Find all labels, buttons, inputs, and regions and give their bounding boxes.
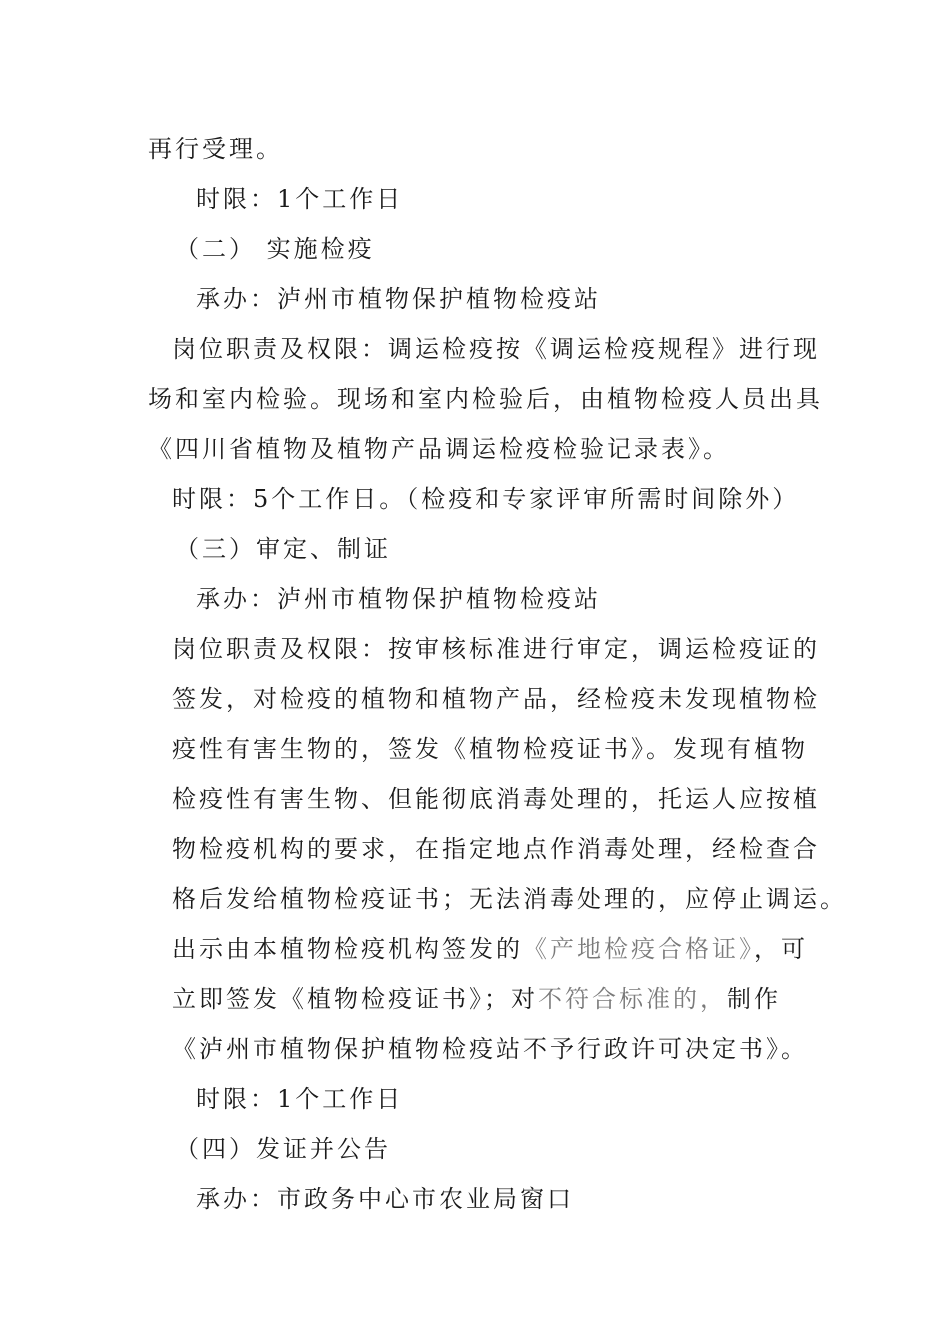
section-heading: （四）发证并公告 [175, 1135, 391, 1163]
text-line: 物检疫机构的要求，在指定地点作消毒处理，经检查合 [172, 835, 820, 863]
text-line: 格后发给植物检疫证书；无法消毒处理的，应停止调运。 [172, 885, 847, 913]
handler-line: 承办：市政务中心市农业局窗口 [196, 1185, 574, 1213]
text-line: 《泸州市植物保护植物检疫站不予行政许可决定书》。 [172, 1035, 808, 1063]
text-line: 场和室内检验。现场和室内检验后，由植物检疫人员出具 [148, 385, 823, 413]
text-line: 岗位职责及权限：按审核标准进行审定，调运检疫证的 [172, 635, 820, 663]
text-segment: 制作 [727, 985, 781, 1013]
text-segment: 立即签发《植物检疫证书》；对 [172, 985, 538, 1013]
handler-line: 承办：泸州市植物保护植物检疫站 [196, 285, 601, 313]
section-heading: （二） 实施检疫 [175, 235, 375, 263]
text-line: 疫性有害生物的，签发《植物检疫证书》。发现有植物 [172, 735, 808, 763]
text-line: 检疫性有害生物、但能彻底消毒处理的，托运人应按植 [172, 785, 820, 813]
text-line [172, 984, 781, 1014]
time-limit-line: 时限：1个工作日 [196, 1085, 404, 1113]
text-line: 《四川省植物及植物产品调运检疫检验记录表》。 [148, 435, 730, 463]
section-heading: （三）审定、制证 [175, 535, 391, 563]
certificate-name: 《产地检疫合格证》 [523, 935, 754, 963]
text-line: 签发，对检疫的植物和植物产品，经检疫未发现植物检 [172, 685, 820, 713]
text-line: 岗位职责及权限：调运检疫按《调运检疫规程》进行现 [172, 335, 820, 363]
text-segment: ，可 [754, 935, 808, 963]
time-limit-line: 时限：5个工作日。（检疫和专家评审所需时间除外） [172, 485, 800, 513]
handler-line: 承办：泸州市植物保护植物检疫站 [196, 585, 601, 613]
time-limit-line: 时限：1个工作日 [196, 185, 404, 213]
text-line [172, 934, 808, 964]
text-line: 再行受理。 [148, 135, 283, 163]
text-segment-gray: 不符合标准的， [538, 985, 727, 1013]
text-segment: 出示由本植物检疫机构签发的 [172, 935, 523, 963]
